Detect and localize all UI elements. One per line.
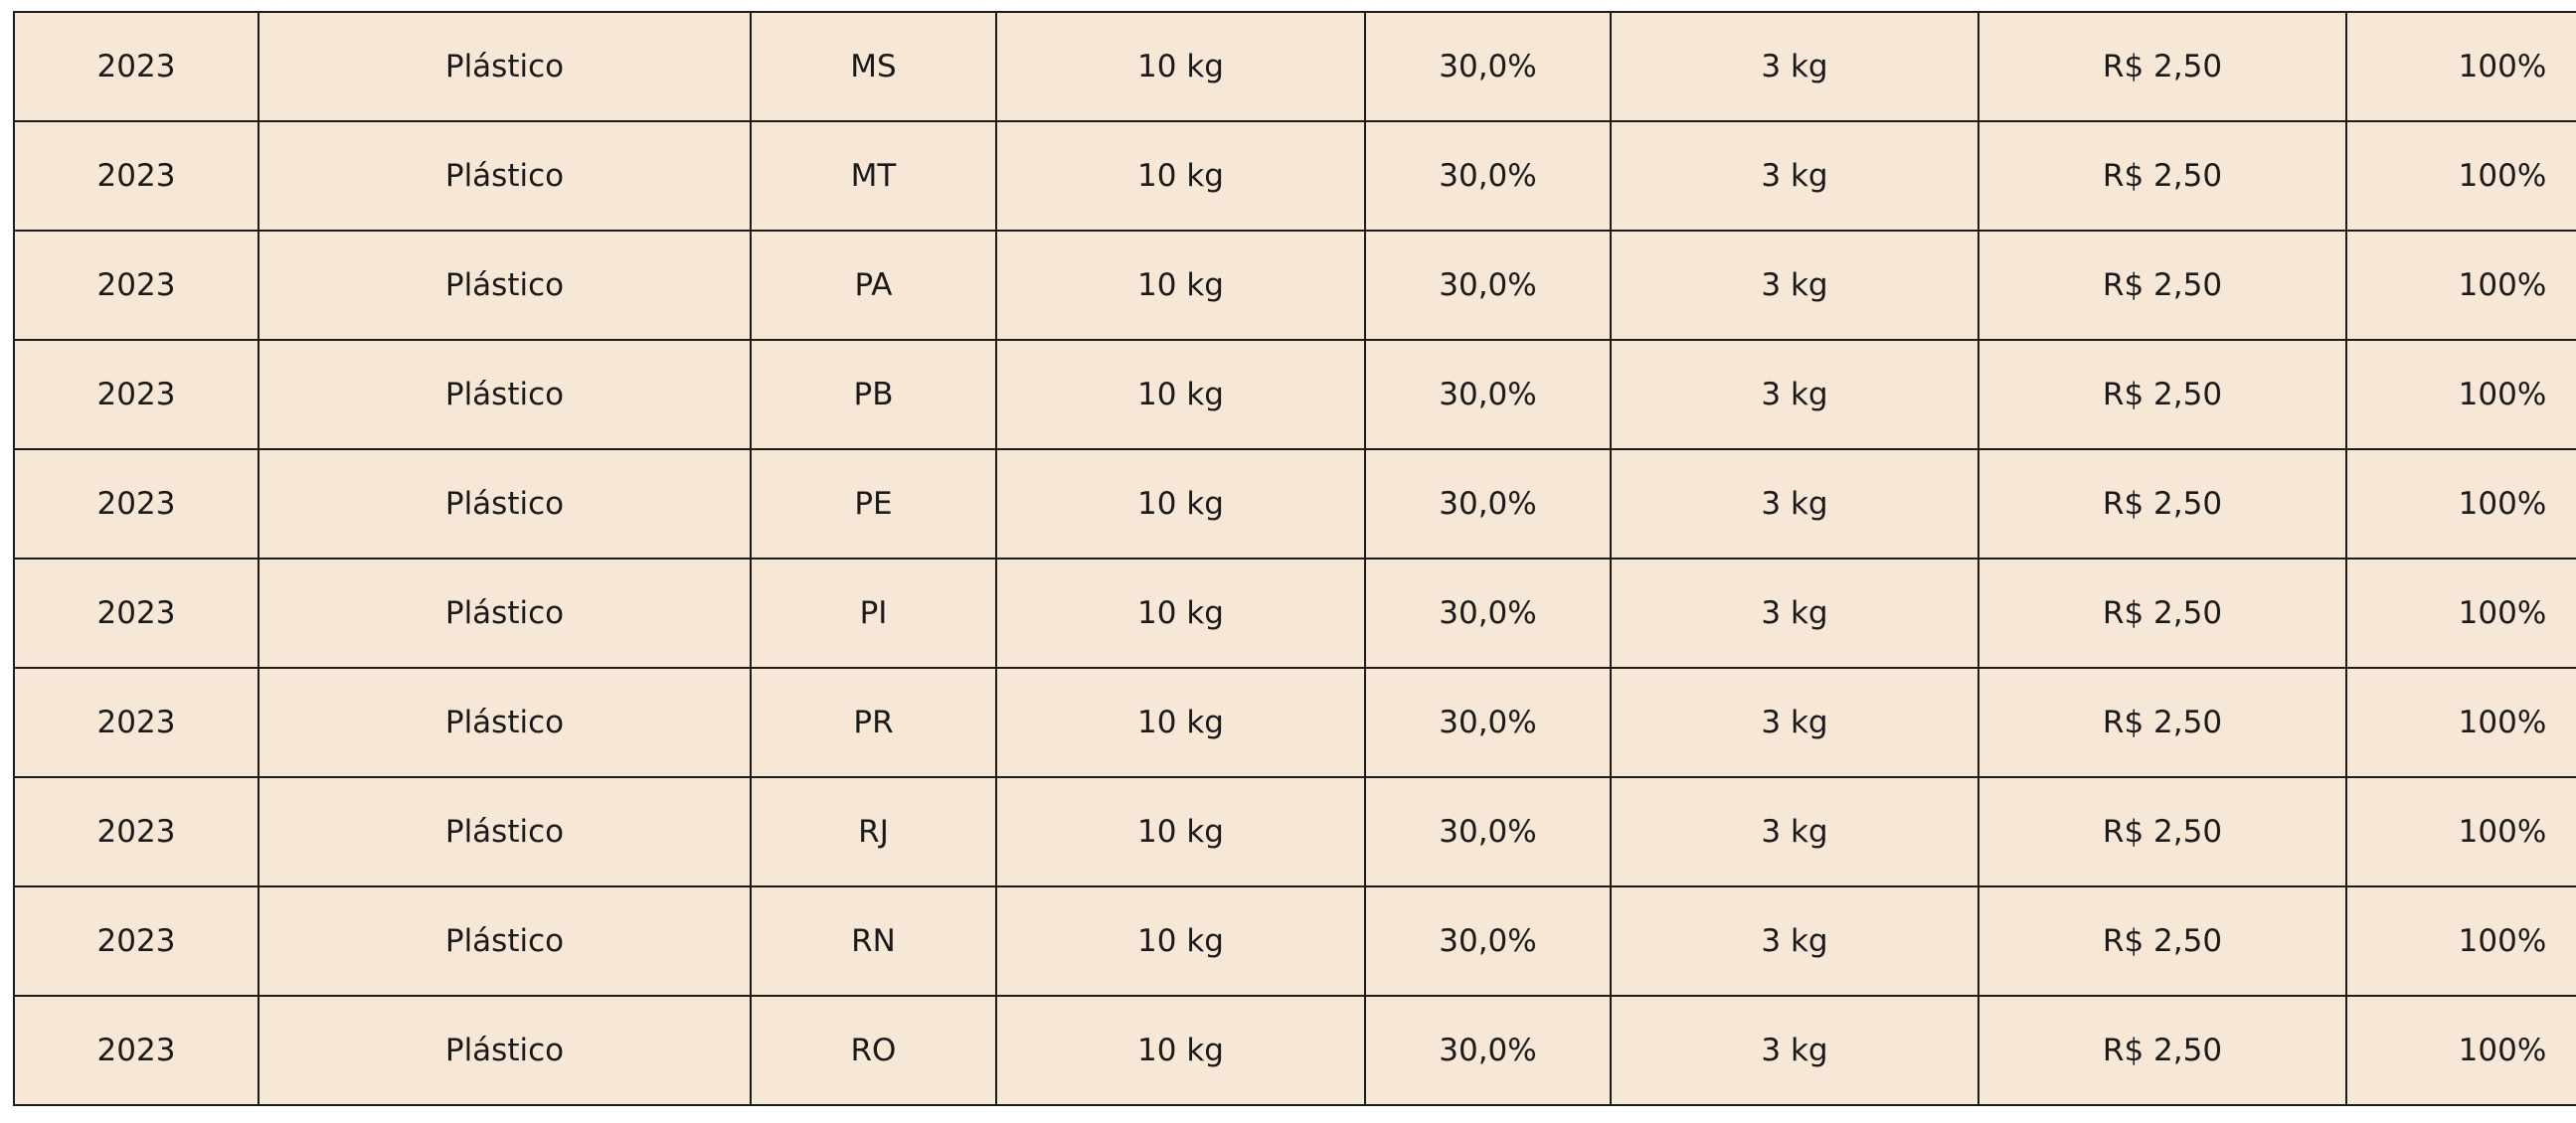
- weight-cell: 10 kg: [996, 996, 1365, 1105]
- year-cell: 2023: [14, 449, 258, 559]
- material-cell: Plástico: [258, 668, 751, 777]
- table-row: [14, 449, 2576, 559]
- year-cell: 2023: [14, 559, 258, 668]
- share-cell: 100%: [2346, 886, 2576, 996]
- rate-cell: 30,0%: [1365, 340, 1611, 449]
- state-cell: PI: [751, 559, 996, 668]
- price-cell: R$ 2,50: [1978, 121, 2346, 231]
- state-cell: RJ: [751, 777, 996, 886]
- rate-cell: 30,0%: [1365, 449, 1611, 559]
- table-row: [14, 121, 2576, 231]
- state-cell: PB: [751, 340, 996, 449]
- table-row: [14, 777, 2576, 886]
- year-cell: 2023: [14, 121, 258, 231]
- share-cell: 100%: [2346, 668, 2576, 777]
- amount-cell: 3 kg: [1611, 121, 1978, 231]
- state-cell: MT: [751, 121, 996, 231]
- rate-cell: 30,0%: [1365, 559, 1611, 668]
- table-row: [14, 559, 2576, 668]
- share-cell: 100%: [2346, 121, 2576, 231]
- amount-cell: 3 kg: [1611, 231, 1978, 340]
- state-cell: PE: [751, 449, 996, 559]
- price-cell: R$ 2,50: [1978, 340, 2346, 449]
- amount-cell: 3 kg: [1611, 559, 1978, 668]
- share-cell: 100%: [2346, 777, 2576, 886]
- rate-cell: 30,0%: [1365, 231, 1611, 340]
- year-cell: 2023: [14, 886, 258, 996]
- price-cell: R$ 2,50: [1978, 886, 2346, 996]
- material-cell: Plástico: [258, 886, 751, 996]
- table-row: [14, 231, 2576, 340]
- material-cell: Plástico: [258, 777, 751, 886]
- weight-cell: 10 kg: [996, 12, 1365, 121]
- material-cell: Plástico: [258, 231, 751, 340]
- share-cell: 100%: [2346, 449, 2576, 559]
- price-cell: R$ 2,50: [1978, 449, 2346, 559]
- amount-cell: 3 kg: [1611, 449, 1978, 559]
- table-body: [14, 12, 2576, 1105]
- year-cell: 2023: [14, 12, 258, 121]
- share-cell: 100%: [2346, 559, 2576, 668]
- weight-cell: 10 kg: [996, 777, 1365, 886]
- data-table: [13, 11, 2576, 1106]
- weight-cell: 10 kg: [996, 886, 1365, 996]
- table-row: [14, 996, 2576, 1105]
- price-cell: R$ 2,50: [1978, 559, 2346, 668]
- material-cell: Plástico: [258, 121, 751, 231]
- amount-cell: 3 kg: [1611, 668, 1978, 777]
- weight-cell: 10 kg: [996, 121, 1365, 231]
- weight-cell: 10 kg: [996, 340, 1365, 449]
- material-cell: Plástico: [258, 996, 751, 1105]
- amount-cell: 3 kg: [1611, 777, 1978, 886]
- amount-cell: 3 kg: [1611, 12, 1978, 121]
- table-row: [14, 340, 2576, 449]
- share-cell: 100%: [2346, 231, 2576, 340]
- table-row: [14, 886, 2576, 996]
- rate-cell: 30,0%: [1365, 121, 1611, 231]
- state-cell: RO: [751, 996, 996, 1105]
- material-cell: Plástico: [258, 12, 751, 121]
- share-cell: 100%: [2346, 12, 2576, 121]
- share-cell: 100%: [2346, 340, 2576, 449]
- price-cell: R$ 2,50: [1978, 996, 2346, 1105]
- amount-cell: 3 kg: [1611, 340, 1978, 449]
- year-cell: 2023: [14, 668, 258, 777]
- year-cell: 2023: [14, 777, 258, 886]
- price-cell: R$ 2,50: [1978, 668, 2346, 777]
- state-cell: RN: [751, 886, 996, 996]
- rate-cell: 30,0%: [1365, 777, 1611, 886]
- rate-cell: 30,0%: [1365, 996, 1611, 1105]
- price-cell: R$ 2,50: [1978, 777, 2346, 886]
- share-cell: 100%: [2346, 996, 2576, 1105]
- material-cell: Plástico: [258, 340, 751, 449]
- price-cell: R$ 2,50: [1978, 12, 2346, 121]
- table-row: [14, 12, 2576, 121]
- weight-cell: 10 kg: [996, 449, 1365, 559]
- state-cell: MS: [751, 12, 996, 121]
- material-cell: Plástico: [258, 449, 751, 559]
- rate-cell: 30,0%: [1365, 12, 1611, 121]
- year-cell: 2023: [14, 340, 258, 449]
- amount-cell: 3 kg: [1611, 886, 1978, 996]
- rate-cell: 30,0%: [1365, 668, 1611, 777]
- weight-cell: 10 kg: [996, 559, 1365, 668]
- data-table-container: [13, 11, 2576, 1123]
- material-cell: Plástico: [258, 559, 751, 668]
- weight-cell: 10 kg: [996, 668, 1365, 777]
- table-row: [14, 668, 2576, 777]
- state-cell: PR: [751, 668, 996, 777]
- year-cell: 2023: [14, 231, 258, 340]
- amount-cell: 3 kg: [1611, 996, 1978, 1105]
- weight-cell: 10 kg: [996, 231, 1365, 340]
- rate-cell: 30,0%: [1365, 886, 1611, 996]
- state-cell: PA: [751, 231, 996, 340]
- year-cell: 2023: [14, 996, 258, 1105]
- price-cell: R$ 2,50: [1978, 231, 2346, 340]
